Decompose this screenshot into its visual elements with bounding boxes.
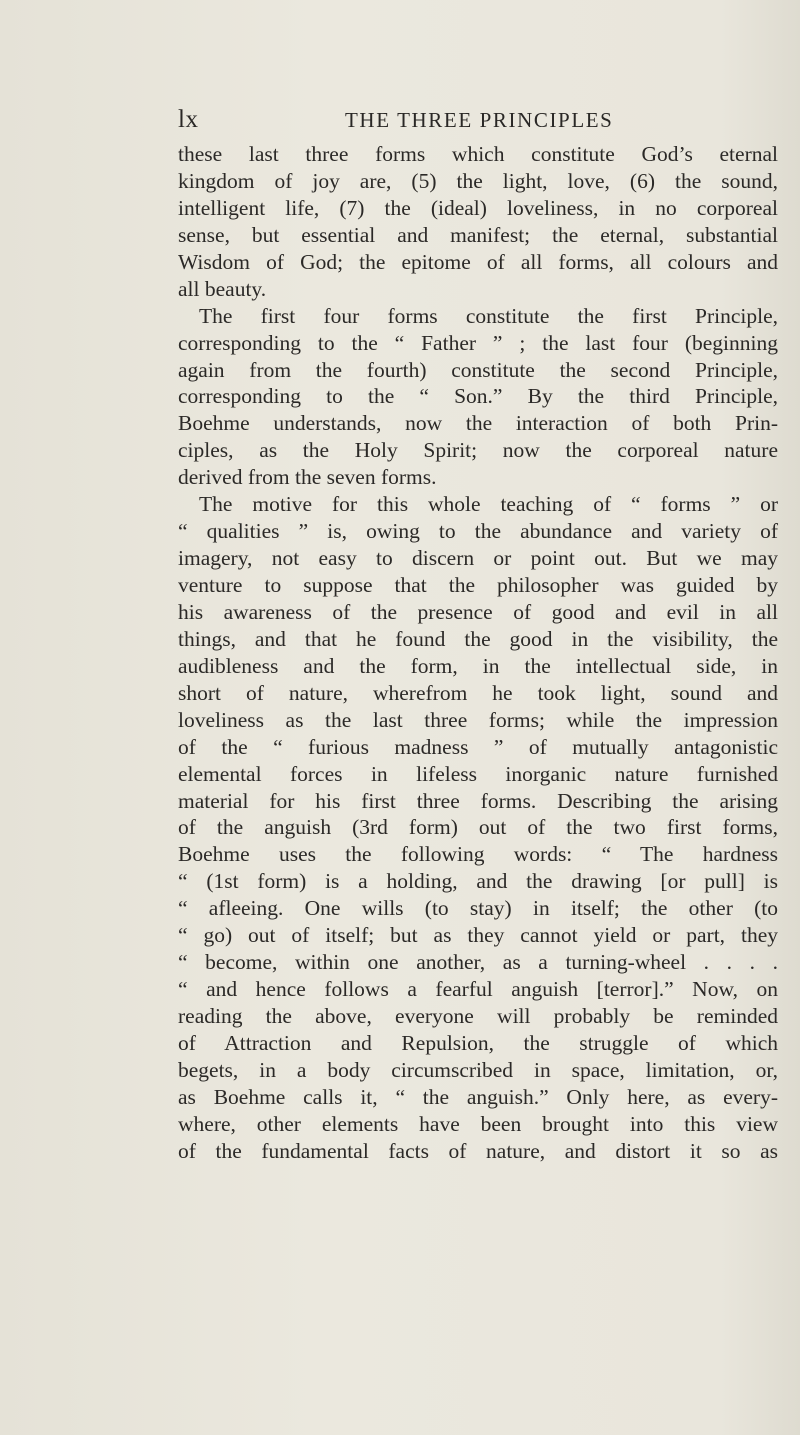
text-line: of the anguish (3rd form) out of the two first forms, bbox=[178, 815, 778, 840]
text-line: these last three forms which constitute God’s eternal bbox=[178, 142, 778, 166]
text-line: venture to suppose that the philosopher was guided by bbox=[178, 573, 778, 597]
text-line: Wisdom of God; the epitome of all forms, all colours and bbox=[178, 249, 778, 274]
text-line: derived from the seven forms. bbox=[178, 465, 437, 490]
text-line: where, other elements have been brought into this view bbox=[178, 1111, 778, 1136]
text-line: loveliness as the last three forms; while the impression bbox=[178, 707, 778, 732]
text-line: his awareness of the presence of good and evil in all bbox=[178, 599, 778, 624]
text-line: of the “ furious madness ” of mutually antagonistic bbox=[178, 734, 778, 759]
text-line: short of nature, wherefrom he took light, sound and bbox=[178, 680, 778, 705]
text-line: sense, but essential and manifest; the eternal, substantial bbox=[178, 222, 778, 247]
text-line: “ afleeing. One wills (to stay) in itself; the other (to bbox=[178, 896, 778, 921]
text-line: of Attraction and Repulsion, the struggle of which bbox=[178, 1030, 778, 1055]
text-line: corresponding to the “ Father ” ; the last four (beginning bbox=[178, 330, 778, 355]
text-line: “ and hence follows a fearful anguish [terror].” Now, on bbox=[178, 977, 778, 1002]
running-head: THE THREE PRINCIPLES bbox=[345, 108, 614, 132]
text-line: begets, in a body circumscribed in space, limitation, or, bbox=[178, 1057, 778, 1082]
text-line: of the fundamental facts of nature, and distort it so as bbox=[178, 1138, 778, 1163]
text-line: The first four forms constitute the first Principle, bbox=[199, 303, 778, 328]
page-header bbox=[178, 106, 778, 136]
text-line: “ (1st form) is a holding, and the drawing [or pull] is bbox=[178, 869, 778, 894]
text-line: material for his first three forms. Describing the arising bbox=[178, 788, 778, 813]
text-line: kingdom of joy are, (5) the light, love, (6) the sound, bbox=[178, 168, 778, 193]
text-line: audibleness and the form, in the intellectual side, in bbox=[178, 653, 778, 678]
text-line: “ go) out of itself; but as they cannot yield or part, they bbox=[178, 923, 778, 948]
text-line: imagery, not easy to discern or point out. But we may bbox=[178, 546, 778, 571]
text-line: reading the above, everyone will probably be reminded bbox=[178, 1004, 778, 1028]
text-line: “ qualities ” is, owing to the abundance and variety of bbox=[178, 519, 778, 544]
text-line: elemental forces in lifeless inorganic nature furnished bbox=[178, 761, 778, 786]
text-line: all beauty. bbox=[178, 276, 267, 301]
text-line: things, and that he found the good in the visibility, the bbox=[178, 626, 778, 651]
page-number: lx bbox=[178, 106, 199, 133]
text-line: Boehme uses the following words: “ The hardness bbox=[178, 842, 778, 867]
text-line: again from the fourth) constitute the second Principle, bbox=[178, 357, 778, 382]
text-line: “ become, within one another, as a turning-wheel . . . . bbox=[178, 950, 778, 975]
text-line: intelligent life, (7) the (ideal) loveliness, in no corporeal bbox=[178, 195, 778, 220]
text-line: The motive for this whole teaching of “ forms ” or bbox=[199, 492, 778, 517]
text-line: Boehme understands, now the interaction of both Prin- bbox=[178, 411, 778, 436]
text-line: as Boehme calls it, “ the anguish.” Only here, as every- bbox=[178, 1084, 778, 1109]
body-text bbox=[178, 141, 778, 1165]
text-line: ciples, as the Holy Spirit; now the corporeal nature bbox=[178, 438, 778, 463]
text-line: corresponding to the “ Son.” By the third Principle, bbox=[178, 384, 778, 409]
